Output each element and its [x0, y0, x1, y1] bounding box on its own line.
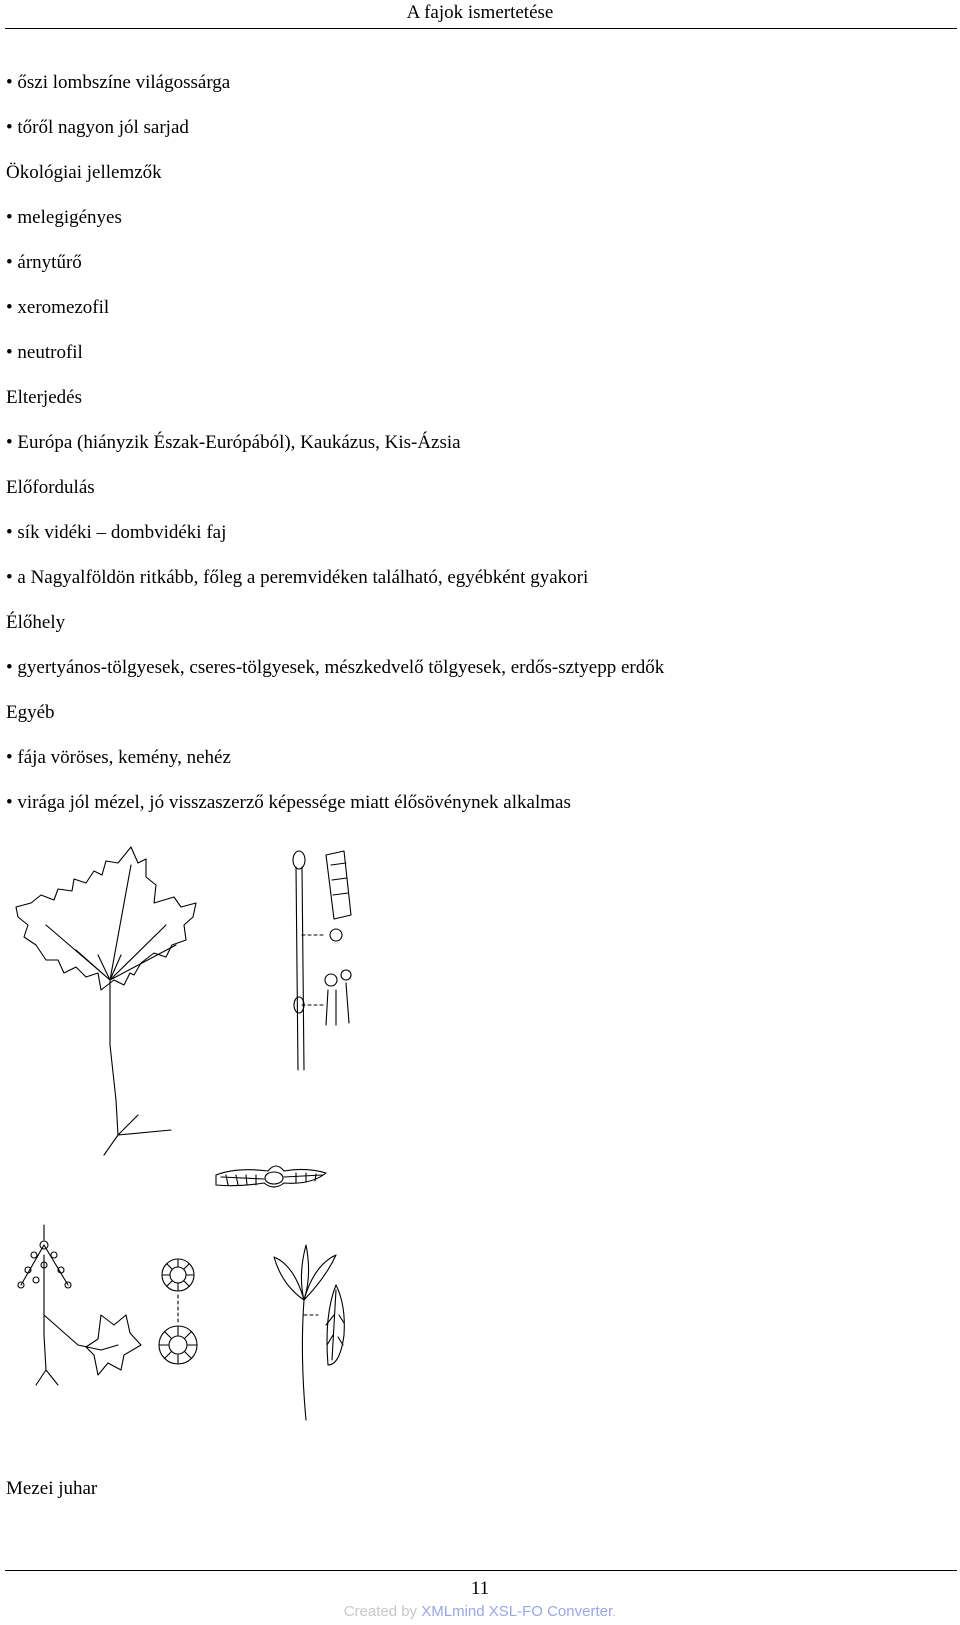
seedling-drawing [274, 1245, 344, 1420]
list-item: • őszi lombszíne világossárga [6, 72, 231, 93]
figure-caption: Mezei juhar [6, 1478, 98, 1499]
header-rule [5, 28, 957, 29]
converter-credit [0, 1603, 960, 1620]
leaf-drawing [16, 847, 196, 1155]
list-item: • fája vöröses, kemény, nehéz [6, 747, 231, 768]
list-item: • gyertyános-tölgyesek, cseres-tölgyesek, mészkedvelő tölgyesek, erdős-sztyepp erdők [6, 657, 665, 678]
list-item: • a Nagyalföldön ritkább, főleg a peremvidéken található, egyébként gyakori [6, 567, 589, 588]
footer-rule [5, 1570, 957, 1571]
samara-drawing [216, 1166, 326, 1187]
page-number: 11 [470, 1578, 490, 1599]
page-header [0, 0, 960, 30]
credit-suffix: . [612, 1603, 617, 1620]
flower-detail-drawing [159, 1259, 197, 1364]
list-item: • tőről nagyon jól sarjad [6, 117, 189, 138]
list-item: • melegigényes [6, 207, 122, 228]
credit-prefix: Created by [343, 1603, 422, 1620]
flowering-shoot-drawing [18, 1225, 141, 1385]
list-item: • virága jól mézel, jó visszaszerző képessége miatt élősövénynek alkalmas [6, 792, 571, 813]
list-item: • árnytűrő [6, 252, 82, 273]
section-heading: Elterjedés [6, 387, 82, 408]
running-header-title: A fajok ismertetése [406, 2, 554, 23]
section-heading: Élőhely [6, 612, 66, 633]
list-item: • sík vidéki – dombvidéki faj [6, 522, 227, 543]
list-item: • Európa (hiányzik Észak-Európából), Kaukázus, Kis-Ázsia [6, 432, 461, 453]
botanical-illustration [6, 845, 386, 1445]
section-heading: Egyéb [6, 702, 55, 723]
list-item: • xeromezofil [6, 297, 110, 318]
section-heading: Ökológiai jellemzők [6, 162, 162, 183]
list-item: • neutrofil [6, 342, 83, 363]
twig-drawing [293, 851, 351, 1070]
converter-link[interactable]: XMLmind XSL-FO Converter [421, 1603, 613, 1620]
section-heading: Előfordulás [6, 477, 95, 498]
